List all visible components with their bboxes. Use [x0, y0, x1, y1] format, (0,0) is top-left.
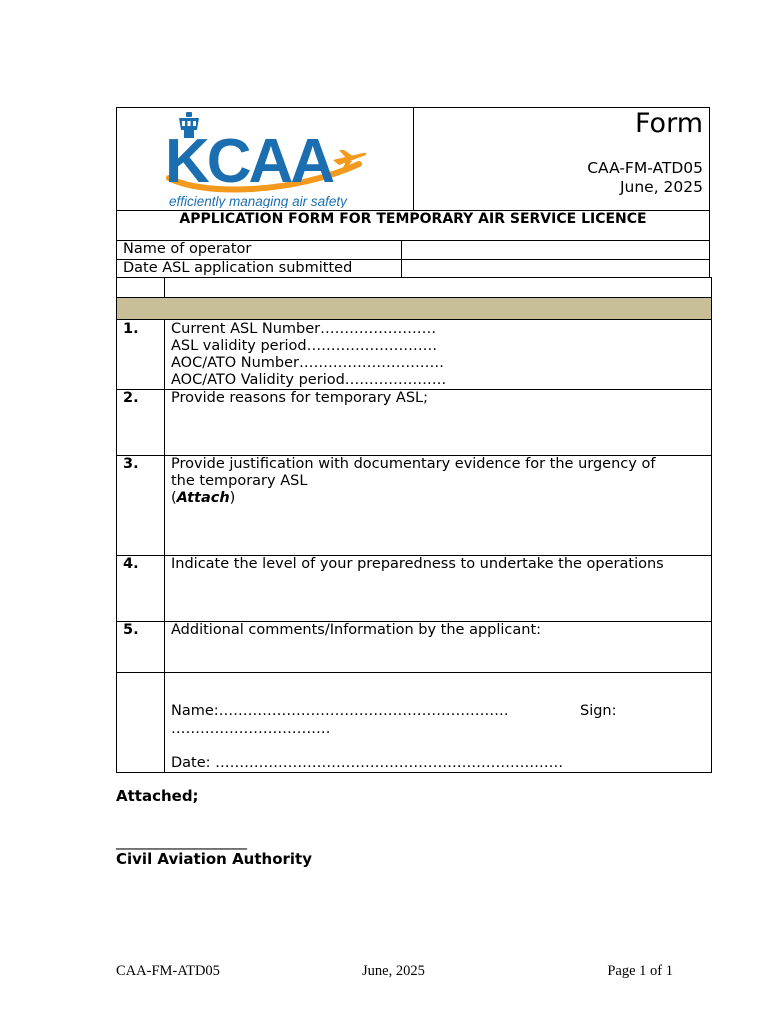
application-date-label: Date ASL application submitted — [117, 259, 402, 277]
kcaa-logo-graphic — [163, 110, 373, 208]
signature-sign-line: …………………………… — [171, 721, 331, 737]
form-code: CAA-FM-ATD05 — [587, 159, 703, 177]
item-text: Provide justification with documentary evidence for the urgency of — [171, 456, 656, 472]
kcaa-logo — [163, 110, 373, 208]
item-text: Provide reasons for temporary ASL; — [171, 390, 429, 406]
operator-table — [116, 241, 710, 278]
attach-note — [171, 490, 711, 507]
current-asl-number: Current ASL Number…………………… — [171, 321, 437, 337]
application-date-field[interactable] — [402, 259, 710, 277]
form-title: APPLICATION FORM FOR TEMPORARY AIR SERVICE LICENCE — [179, 211, 647, 227]
item-text: Additional comments/Information by the applicant: — [171, 622, 542, 638]
signature-row — [117, 673, 712, 773]
item-number: 1. — [123, 321, 139, 337]
signature-cell — [165, 673, 712, 773]
aoc-ato-number: AOC/ATO Number………………………… — [171, 355, 445, 371]
operator-row — [117, 241, 710, 259]
footer-date: June, 2025 — [362, 963, 425, 979]
item-text: the temporary ASL — [171, 473, 308, 489]
section-band — [117, 298, 712, 320]
form-date: June, 2025 — [619, 178, 703, 196]
blank-cell — [165, 278, 712, 298]
item-text: Indicate the level of your preparedness to undertake the operations — [171, 556, 664, 572]
signature-number-cell — [117, 673, 165, 773]
items-table — [116, 277, 712, 773]
signature-date: Date: ……………………………………………………………… — [171, 755, 564, 771]
operator-name-label: Name of operator — [117, 241, 402, 259]
attach-word: Attach — [176, 490, 230, 506]
attach-paren: ) — [229, 490, 236, 506]
form-header — [116, 107, 710, 241]
form-label: Form — [634, 108, 703, 139]
header-divider — [413, 108, 414, 210]
item-number: 2. — [123, 390, 139, 406]
operator-row — [117, 259, 710, 277]
authority-name: Civil Aviation Authority — [116, 850, 312, 868]
item-number: 5. — [123, 622, 139, 638]
attached-label: Attached; — [116, 787, 199, 805]
table-row — [117, 556, 712, 622]
attach-paren: ( — [171, 490, 177, 506]
table-row — [117, 390, 712, 456]
signature-name: Name:…………………………………………………… — [171, 703, 509, 719]
footer-page: Page 1 of 1 — [607, 963, 673, 979]
signature-sign-label: Sign: — [580, 703, 617, 719]
aoc-ato-validity-period: AOC/ATO Validity period………………… — [171, 372, 447, 388]
asl-validity-period: ASL validity period……………………… — [171, 338, 438, 354]
item-number: 4. — [123, 556, 139, 572]
blank-cell — [117, 278, 165, 298]
blank-row — [117, 278, 712, 298]
item-number: 3. — [123, 456, 139, 472]
section-band-cell — [117, 298, 712, 320]
logo-tagline: efficiently managing air safety — [169, 194, 347, 208]
footer-code: CAA-FM-ATD05 — [116, 963, 220, 979]
operator-name-field[interactable] — [402, 241, 710, 259]
authority-signature-line: ____________________ — [116, 832, 246, 850]
logo-wordmark: KCAA — [165, 127, 333, 196]
table-row — [117, 622, 712, 673]
table-row — [117, 456, 712, 556]
table-row — [117, 320, 712, 390]
